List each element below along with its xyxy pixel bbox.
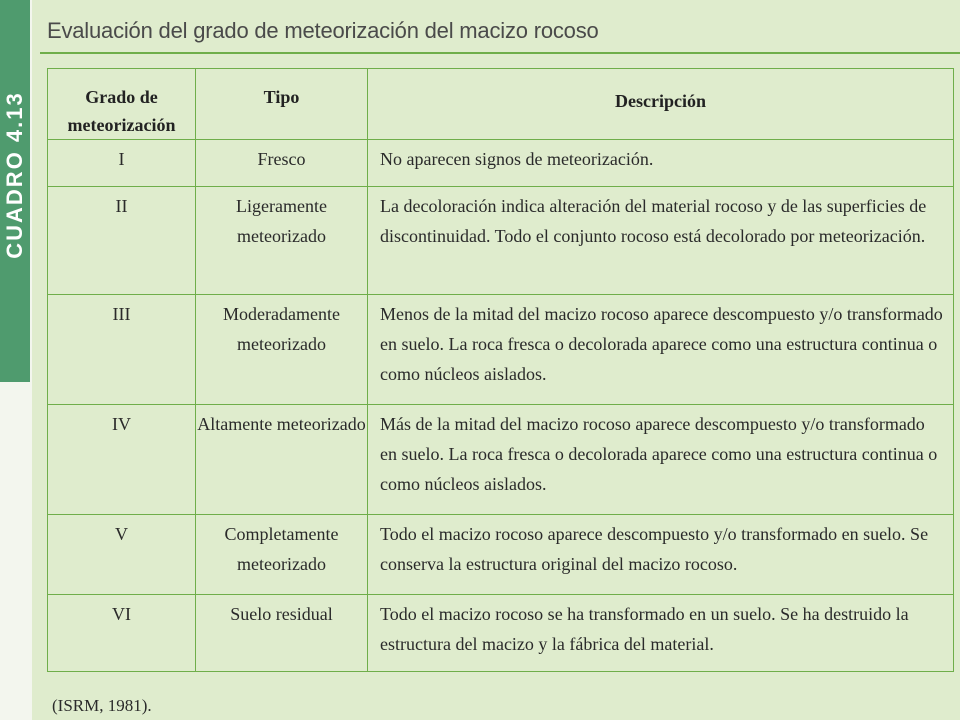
cell-grado: VI [48,595,196,672]
cell-tipo: Moderadamente meteorizado [196,295,368,405]
header-grado: Grado de meteorización [48,69,196,140]
weathering-table [47,68,954,672]
cell-grado: III [48,295,196,405]
cell-descripcion: Menos de la mitad del macizo rocoso aparece descompuesto y/o transformado en suelo. La roca fresca o decolorada aparece como una estructura continua o como núcleos aislados. [368,295,954,405]
cell-tipo: Altamente meteorizado [196,405,368,515]
header-descripcion: Descripción [368,69,954,140]
table-row [48,295,954,405]
cell-tipo: Ligeramente meteorizado [196,187,368,295]
cell-descripcion: Más de la mitad del macizo rocoso aparece descompuesto y/o transformado en suelo. La roca fresca o decolorada aparece como una estructura continua o como núcleos aislados. [368,405,954,515]
cell-grado: II [48,187,196,295]
title-divider [40,52,960,54]
table-row [48,187,954,295]
cell-tipo: Suelo residual [196,595,368,672]
table-row [48,405,954,515]
side-label: CUADRO 4.13 [2,91,27,259]
cell-grado: I [48,140,196,187]
header-tipo: Tipo [196,69,368,140]
cell-tipo: Completamente meteorizado [196,515,368,595]
table-header-row [48,69,954,140]
source-citation: (ISRM, 1981). [52,696,152,715]
table-row [48,595,954,672]
cell-tipo: Fresco [196,140,368,187]
table-row [48,515,954,595]
side-tab [0,0,30,382]
cell-descripcion: No aparecen signos de meteorización. [368,140,954,187]
cell-descripcion: Todo el macizo rocoso se ha transformado en un suelo. Se ha destruido la estructura del macizo y la fábrica del material. [368,595,954,672]
cell-descripcion: Todo el macizo rocoso aparece descompuesto y/o transformado en suelo. Se conserva la estructura original del macizo rocoso. [368,515,954,595]
page-title: Evaluación del grado de meteorización del macizo rocoso [47,18,599,43]
cell-descripcion: La decoloración indica alteración del material rocoso y de las superficies de discontinuidad. Todo el conjunto rocoso está decolorado por meteorización. [368,187,954,295]
cell-grado: IV [48,405,196,515]
table-row [48,140,954,187]
cell-grado: V [48,515,196,595]
